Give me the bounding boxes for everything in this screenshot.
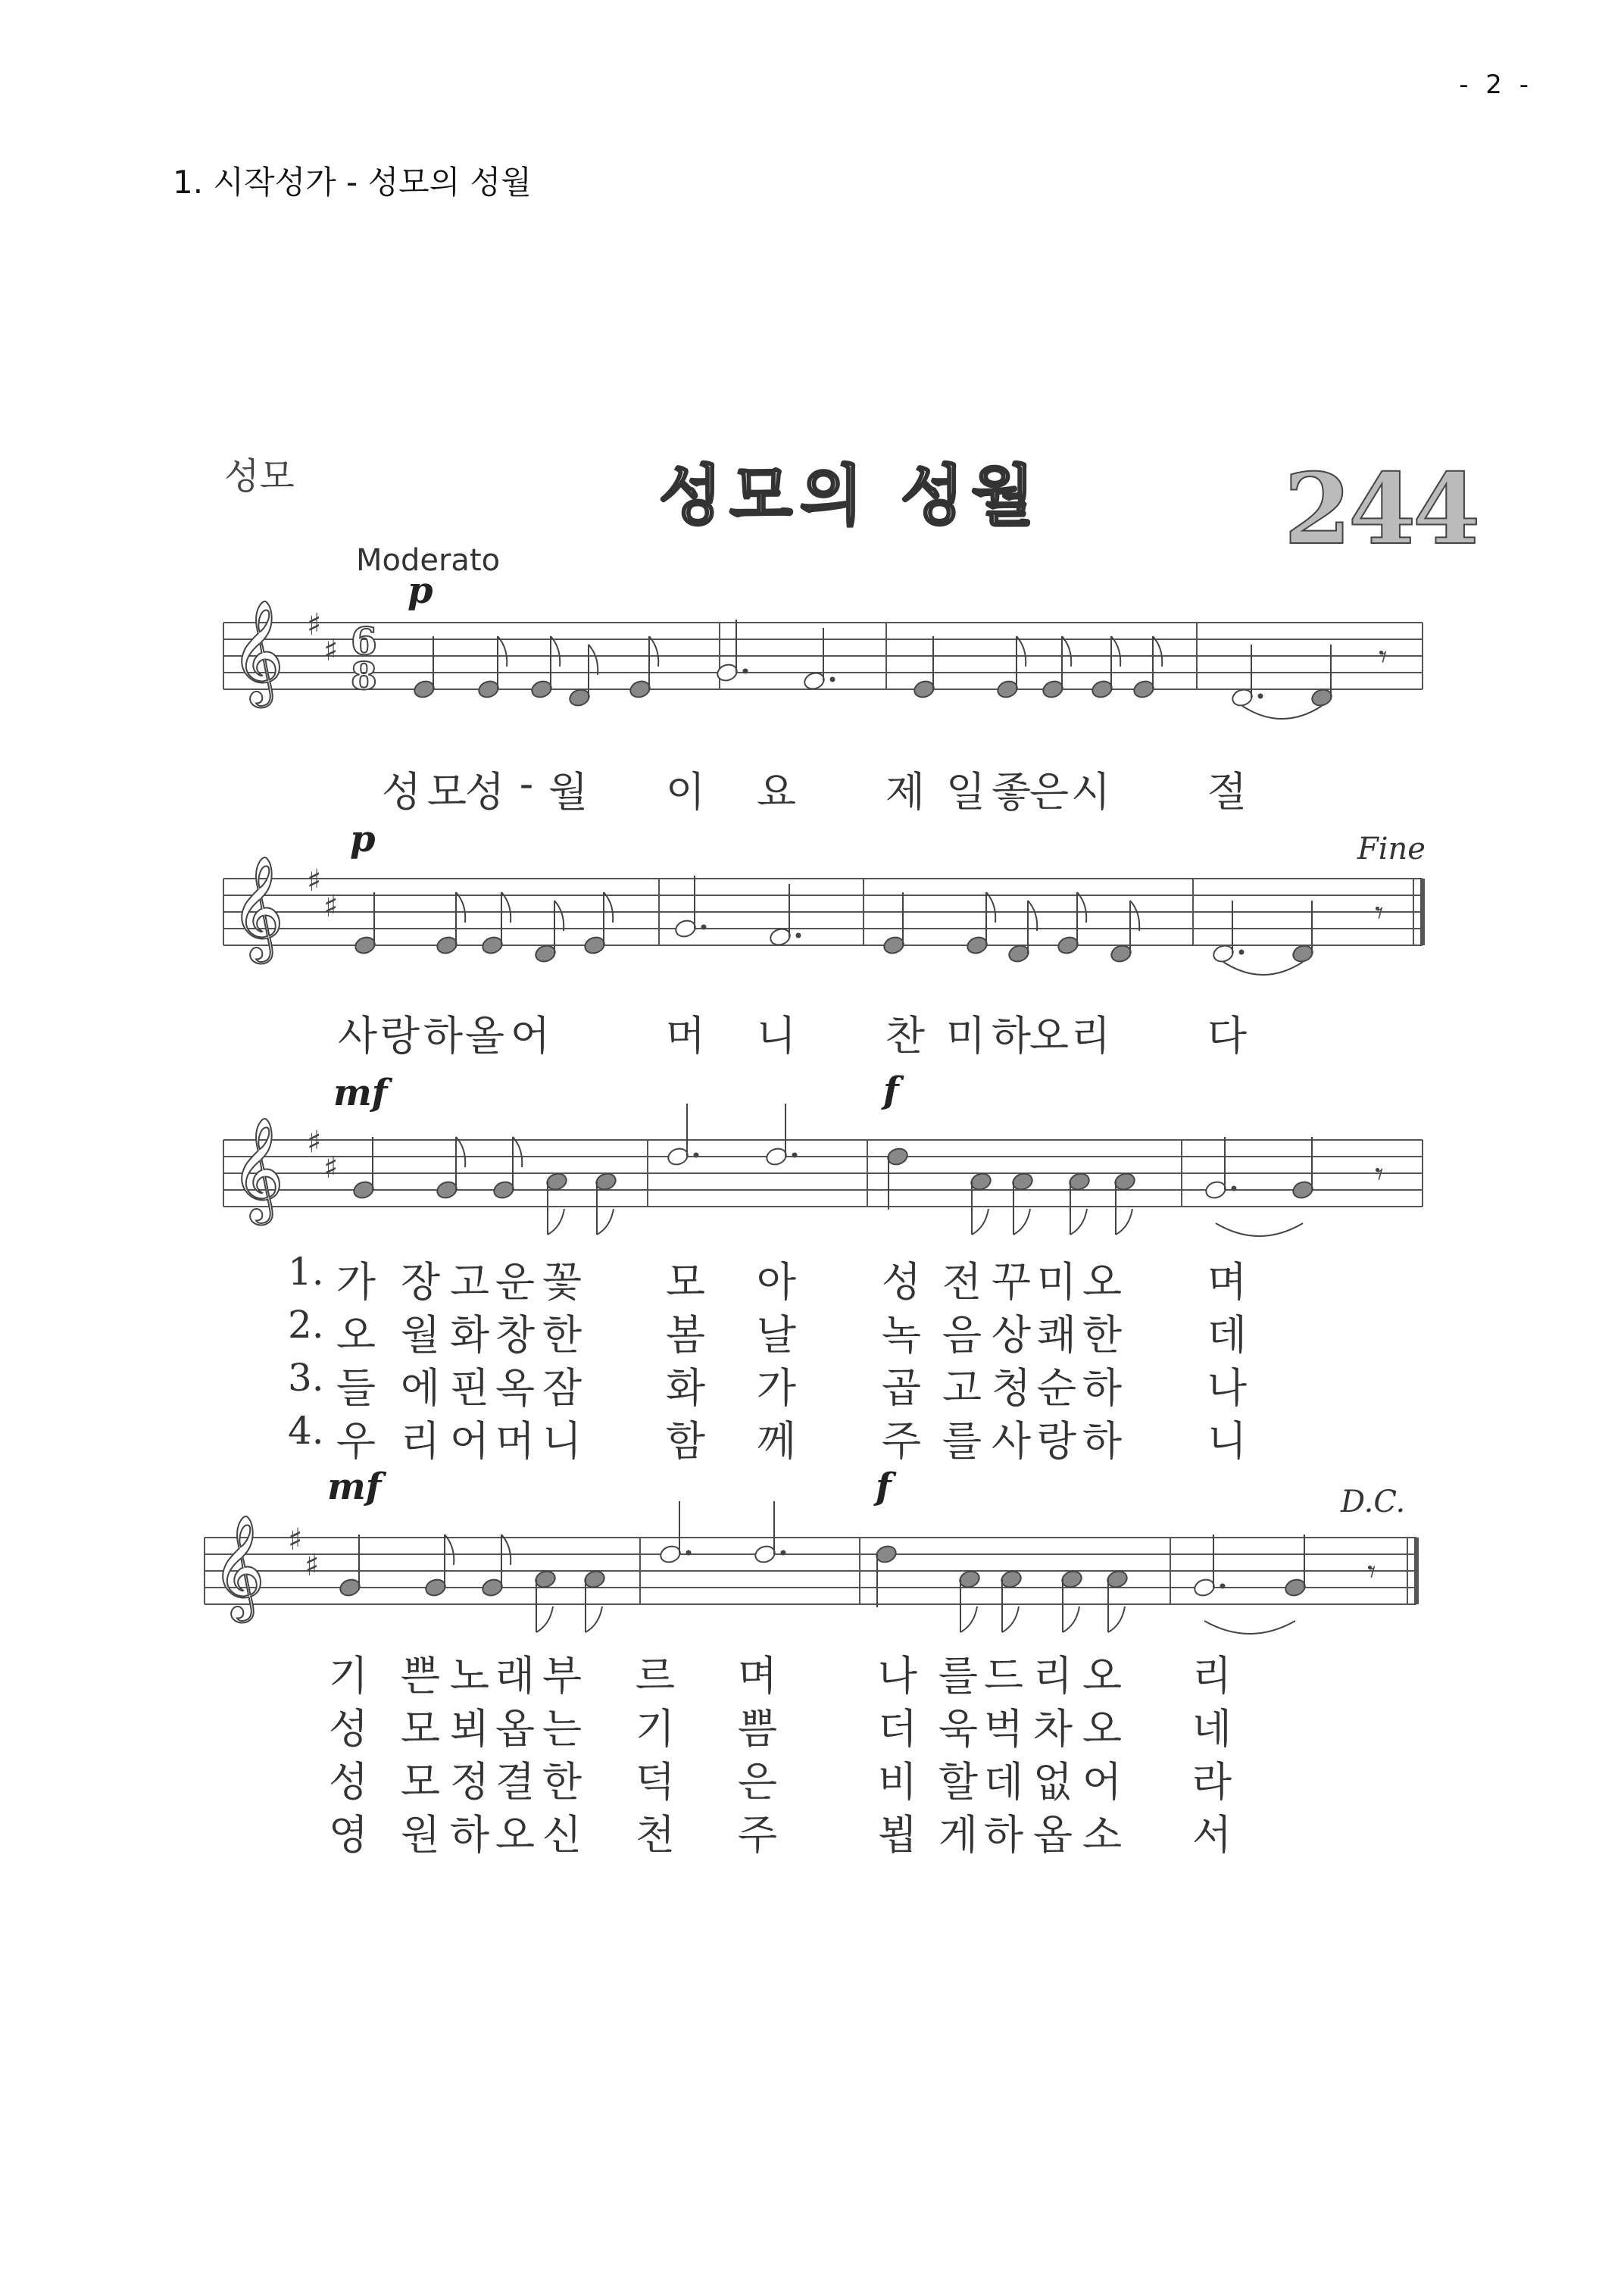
note-flag: [536, 1606, 553, 1632]
lyric-syllable: 라: [1191, 1758, 1232, 1806]
note-flag: [501, 892, 511, 923]
note-flag: [986, 892, 995, 923]
note-flag: [589, 645, 598, 675]
lyric-syllable: 신: [542, 1811, 582, 1859]
note-head: [753, 1544, 776, 1565]
lyric-syllable: 오: [495, 1811, 536, 1859]
eighth-rest-icon: 𝄾: [1379, 638, 1388, 676]
lyric-syllable: 욱: [938, 1705, 979, 1753]
lyric-syllable: 리: [1032, 1652, 1073, 1700]
note-head: [1230, 687, 1254, 708]
lyric-syllable: 주: [737, 1811, 778, 1859]
note-head: [1109, 943, 1132, 964]
lyric-syllable: 하: [983, 1811, 1024, 1859]
note-dot: [1220, 1584, 1226, 1589]
lyric-syllable: 한: [1082, 1311, 1123, 1359]
lyric-syllable: 데: [983, 1758, 1024, 1806]
note-dot: [796, 933, 801, 938]
lyric-syllable: 함: [665, 1417, 706, 1465]
lyric-syllable: 래: [495, 1652, 536, 1700]
lyric-syllable: 녹: [881, 1311, 922, 1359]
note-dot: [781, 1550, 786, 1556]
lyric-syllable: 하: [1082, 1417, 1123, 1465]
hymn-title: 성모의 성월: [659, 458, 1042, 534]
lyric-syllable: 랑: [379, 1012, 420, 1060]
lyric-syllable: 쁜: [400, 1652, 441, 1700]
note-head: [476, 679, 500, 700]
note-head: [1067, 1171, 1091, 1192]
lyric-syllable: 옥: [495, 1364, 536, 1412]
lyric-syllable: 제: [885, 768, 926, 816]
lyric-syllable: 은: [737, 1758, 778, 1806]
note-head: [480, 935, 504, 956]
note-dot: [743, 669, 748, 674]
note-head: [1204, 1179, 1227, 1201]
note-head: [423, 1577, 447, 1598]
lyric-syllable: 성: [881, 1258, 922, 1306]
tie: [1223, 962, 1303, 975]
sharp-icon: ♯: [307, 607, 322, 642]
note-head: [1283, 1577, 1307, 1598]
lyric-syllable: 천: [635, 1811, 676, 1859]
note-flag: [1153, 636, 1162, 667]
lyric-syllable: 찬: [885, 1012, 926, 1060]
lyric-syllable: 우: [336, 1417, 376, 1465]
lyric-syllable: 다: [1207, 1012, 1248, 1060]
note-head: [353, 935, 376, 956]
lyric-syllable: 니: [1207, 1417, 1248, 1465]
note-dot: [686, 1550, 692, 1556]
lyric-syllable: 상: [991, 1311, 1032, 1359]
tie: [1242, 706, 1322, 719]
tie: [1216, 1223, 1303, 1236]
lyric-syllable: 아: [756, 1258, 797, 1306]
lyric-syllable: 모: [400, 1758, 441, 1806]
lyric-syllable: 뵙: [877, 1811, 918, 1859]
note-head: [533, 1569, 557, 1590]
eighth-rest-icon: 𝄾: [1375, 894, 1384, 932]
lyric-syllable: 절: [1207, 768, 1248, 816]
note-flag: [960, 1606, 977, 1632]
lyric-syllable: 순: [1036, 1364, 1077, 1412]
lyric-syllable: 더: [877, 1705, 918, 1753]
treble-clef-icon: 𝄞: [231, 598, 284, 703]
lyric-syllable: 벅: [983, 1705, 1024, 1753]
lyric-syllable: 하: [423, 1012, 464, 1060]
lyric-syllable: 한: [542, 1758, 582, 1806]
hymn-number: 244: [1284, 453, 1478, 567]
sharp-icon: ♯: [323, 1151, 339, 1185]
note-flag: [1028, 901, 1037, 931]
lyric-syllable: 운: [495, 1258, 536, 1306]
treble-clef-icon: 𝄞: [212, 1513, 265, 1618]
sharp-icon: ♯: [323, 633, 339, 668]
lyric-syllable: 은: [1029, 768, 1070, 816]
note-head: [995, 679, 1019, 700]
note-flag: [972, 1209, 988, 1235]
note-dot: [1258, 694, 1263, 699]
lyric-syllable: 뵈: [449, 1705, 490, 1753]
dynamic-mark: p: [350, 818, 376, 860]
lyric-syllable: 에: [400, 1364, 441, 1412]
lyric-syllable: 할: [938, 1758, 979, 1806]
note-head: [1211, 943, 1235, 964]
lyric-syllable: 네: [1191, 1705, 1232, 1753]
dynamic-mark: f: [883, 1069, 899, 1112]
note-flag: [1017, 636, 1026, 667]
note-head: [999, 1569, 1023, 1590]
lyric-syllable: 성: [328, 1758, 369, 1806]
lyric-syllable: 니: [542, 1417, 582, 1465]
lyric-syllable: 오: [1082, 1705, 1123, 1753]
lyric-syllable: 음: [942, 1311, 982, 1359]
lyric-syllable: 한: [542, 1311, 582, 1359]
note-head: [1291, 943, 1314, 964]
note-flag: [1002, 1606, 1019, 1632]
note-head: [882, 935, 905, 956]
lyric-syllable: 화: [449, 1311, 490, 1359]
dynamic-mark: mf: [327, 1466, 382, 1508]
note-flag: [513, 1137, 522, 1167]
lyric-syllable: 오: [1082, 1258, 1123, 1306]
note-head: [1132, 679, 1155, 700]
note-head: [435, 935, 458, 956]
lyric-syllable: 쁨: [737, 1705, 778, 1753]
lyric-syllable: 랑: [1036, 1417, 1077, 1465]
lyric-syllable: -: [519, 760, 534, 807]
section-heading: 1. 시작성가 - 성모의 성월: [173, 164, 532, 201]
lyric-syllable: 없: [1032, 1758, 1073, 1806]
note-head: [802, 670, 826, 692]
lyric-syllable: 창: [495, 1311, 536, 1359]
sharp-icon: ♯: [307, 1125, 322, 1160]
note-head: [965, 935, 988, 956]
lyric-syllable: 게: [938, 1811, 979, 1859]
note-head: [768, 926, 792, 948]
note-flag: [456, 1137, 465, 1167]
lyric-syllable: 기: [635, 1705, 676, 1753]
note-head: [1056, 935, 1079, 956]
sharp-icon: ♯: [304, 1548, 320, 1583]
lyric-syllable: 나: [877, 1652, 918, 1700]
note-head: [1113, 1171, 1136, 1192]
lyric-syllable: 장: [400, 1258, 441, 1306]
note-flag: [1062, 636, 1071, 667]
note-flag: [1108, 1606, 1125, 1632]
time-signature-bottom: 8: [351, 654, 377, 698]
note-head: [969, 1171, 992, 1192]
lyric-syllable: 나: [1207, 1364, 1248, 1412]
note-head: [1007, 943, 1030, 964]
treble-clef-icon: 𝄞: [231, 1116, 284, 1220]
lyric-syllable: 성: [328, 1705, 369, 1753]
note-head: [529, 679, 553, 700]
lyric-syllable: 날: [756, 1311, 797, 1359]
note-dot: [830, 677, 835, 682]
lyric-syllable: 들: [336, 1364, 376, 1412]
note-flag: [1013, 1209, 1030, 1235]
hymn-category: 성모: [224, 455, 295, 498]
note-flag: [445, 1535, 454, 1565]
lyric-syllable: 리: [1191, 1652, 1232, 1700]
lyric-syllable: 소: [1082, 1811, 1123, 1859]
note-head: [885, 1146, 909, 1167]
verse-number: 4.: [288, 1409, 324, 1453]
lyric-syllable: 월: [548, 768, 589, 816]
lyric-syllable: 모: [665, 1258, 706, 1306]
lyric-syllable: 성: [464, 768, 505, 816]
note-head: [492, 1179, 515, 1201]
lyric-syllable: 성: [381, 768, 422, 816]
lyric-syllable: 모: [426, 768, 467, 816]
note-flag: [456, 892, 465, 923]
note-head: [594, 1171, 617, 1192]
note-flag: [1130, 901, 1139, 931]
lyric-syllable: 원: [400, 1811, 441, 1859]
note-head: [533, 943, 557, 964]
lyric-syllable: 오: [1082, 1652, 1123, 1700]
note-head: [1041, 679, 1064, 700]
verse-number: 2.: [288, 1303, 324, 1347]
note-head: [351, 1179, 375, 1201]
lyric-syllable: 드: [983, 1652, 1024, 1700]
lyric-syllable: 데: [1207, 1311, 1248, 1359]
note-head: [412, 679, 436, 700]
lyric-syllable: 를: [938, 1652, 979, 1700]
lyric-syllable: 봄: [665, 1311, 706, 1359]
lyric-syllable: 옵: [495, 1705, 536, 1753]
dc-marking: D.C.: [1341, 1485, 1406, 1519]
note-head: [673, 918, 697, 939]
lyric-syllable: 잠: [542, 1364, 582, 1412]
lyric-syllable: 서: [1191, 1811, 1232, 1859]
note-head: [912, 679, 935, 700]
lyric-syllable: 이: [665, 768, 706, 816]
lyric-syllable: 월: [400, 1311, 441, 1359]
time-signature-top: 6: [351, 619, 377, 664]
note-head: [1291, 1179, 1314, 1201]
note-head: [1105, 1569, 1129, 1590]
sharp-icon: ♯: [307, 863, 322, 898]
lyric-syllable: 모: [400, 1705, 441, 1753]
lyric-syllable: 를: [942, 1417, 982, 1465]
note-head: [658, 1544, 682, 1565]
lyric-syllable: 화: [665, 1364, 706, 1412]
verse-number: 1.: [288, 1250, 324, 1294]
note-flag: [1070, 1209, 1087, 1235]
note-flag: [649, 636, 658, 667]
note-dot: [694, 1153, 699, 1158]
note-head: [582, 935, 606, 956]
lyric-syllable: 꽃: [542, 1258, 582, 1306]
lyric-syllable: 사: [337, 1012, 378, 1060]
eighth-rest-icon: 𝄾: [1375, 1155, 1384, 1194]
lyric-syllable: 차: [1032, 1705, 1073, 1753]
note-head: [1090, 679, 1113, 700]
note-flag: [586, 1606, 602, 1632]
note-head: [1060, 1569, 1083, 1590]
lyric-syllable: 주: [881, 1417, 922, 1465]
lyric-syllable: 어: [449, 1417, 490, 1465]
lyric-syllable: 며: [1207, 1258, 1248, 1306]
lyric-syllable: 비: [877, 1758, 918, 1806]
sharp-icon: ♯: [288, 1522, 303, 1557]
note-flag: [551, 636, 560, 667]
lyric-syllable: 결: [495, 1758, 536, 1806]
lyric-syllable: 가: [336, 1258, 376, 1306]
note-flag: [604, 892, 613, 923]
lyric-syllable: 께: [756, 1417, 797, 1465]
note-head: [1192, 1577, 1216, 1598]
note-flag: [1111, 636, 1120, 667]
note-head: [435, 1179, 458, 1201]
lyric-syllable: 하: [449, 1811, 490, 1859]
note-head: [628, 679, 651, 700]
note-head: [957, 1569, 981, 1590]
note-flag: [548, 1209, 564, 1235]
note-flag: [1116, 1209, 1132, 1235]
lyric-syllable: 고: [449, 1258, 490, 1306]
lyric-syllable: 하: [1082, 1364, 1123, 1412]
lyric-syllable: 청: [991, 1364, 1032, 1412]
lyric-syllable: 옵: [1032, 1811, 1073, 1859]
dynamic-mark: p: [408, 570, 433, 612]
lyric-syllable: 올: [464, 1012, 505, 1060]
dynamic-mark: f: [876, 1466, 892, 1508]
note-head: [338, 1577, 361, 1598]
lyric-syllable: 정: [449, 1758, 490, 1806]
note-dot: [701, 925, 707, 930]
note-head: [1010, 1171, 1034, 1192]
lyric-syllable: 미: [1036, 1258, 1077, 1306]
eighth-rest-icon: 𝄾: [1367, 1553, 1376, 1591]
lyric-syllable: 며: [737, 1652, 778, 1700]
tie: [1204, 1621, 1295, 1634]
lyric-syllable: 가: [756, 1364, 797, 1412]
lyric-syllable: 리: [400, 1417, 441, 1465]
lyric-syllable: 하: [991, 1012, 1032, 1060]
lyric-syllable: 요: [756, 768, 797, 816]
lyric-syllable: 핀: [449, 1364, 490, 1412]
lyric-syllable: 일: [945, 768, 986, 816]
note-flag: [501, 1535, 511, 1565]
lyric-syllable: 노: [449, 1652, 490, 1700]
lyric-syllable: 고: [942, 1364, 982, 1412]
lyric-syllable: 기: [328, 1652, 369, 1700]
note-head: [874, 1544, 898, 1565]
lyric-syllable: 오: [1029, 1012, 1070, 1060]
lyric-syllable: 사: [991, 1417, 1032, 1465]
note-dot: [1232, 1186, 1237, 1191]
lyric-syllable: 꾸: [991, 1258, 1032, 1306]
note-head: [567, 687, 591, 708]
note-head: [1310, 687, 1333, 708]
lyric-syllable: 영: [328, 1811, 369, 1859]
lyric-syllable: 쾌: [1036, 1311, 1077, 1359]
note-head: [480, 1577, 504, 1598]
note-head: [666, 1146, 689, 1167]
lyric-syllable: 어: [510, 1012, 551, 1060]
lyric-syllable: 니: [756, 1012, 797, 1060]
lyric-syllable: 곱: [881, 1364, 922, 1412]
dynamic-mark: mf: [333, 1072, 388, 1114]
lyric-syllable: 오: [336, 1311, 376, 1359]
page-number: - 2 -: [1459, 70, 1533, 100]
lyric-syllable: 어: [1082, 1758, 1123, 1806]
fine-marking: Fine: [1357, 832, 1426, 866]
note-head: [764, 1146, 788, 1167]
note-head: [582, 1569, 606, 1590]
lyric-syllable: 전: [942, 1258, 982, 1306]
sharp-icon: ♯: [323, 889, 339, 924]
lyric-syllable: 는: [542, 1705, 582, 1753]
note-head: [545, 1171, 568, 1192]
note-dot: [792, 1153, 798, 1158]
note-flag: [1063, 1606, 1079, 1632]
note-flag: [597, 1209, 614, 1235]
lyric-syllable: 좋: [991, 768, 1032, 816]
lyric-syllable: 시: [1070, 768, 1111, 816]
treble-clef-icon: 𝄞: [231, 854, 284, 959]
note-flag: [1077, 892, 1086, 923]
lyric-syllable: 부: [542, 1652, 582, 1700]
tempo-marking: Moderato: [356, 543, 501, 578]
lyric-syllable: 머: [665, 1012, 706, 1060]
note-flag: [498, 636, 507, 667]
lyric-syllable: 르: [635, 1652, 676, 1700]
lyric-syllable: 미: [945, 1012, 986, 1060]
note-dot: [1239, 950, 1245, 955]
note-flag: [554, 901, 564, 931]
lyric-syllable: 덕: [635, 1758, 676, 1806]
verse-number: 3.: [288, 1356, 324, 1400]
lyric-syllable: 리: [1070, 1012, 1111, 1060]
lyric-syllable: 머: [495, 1417, 536, 1465]
